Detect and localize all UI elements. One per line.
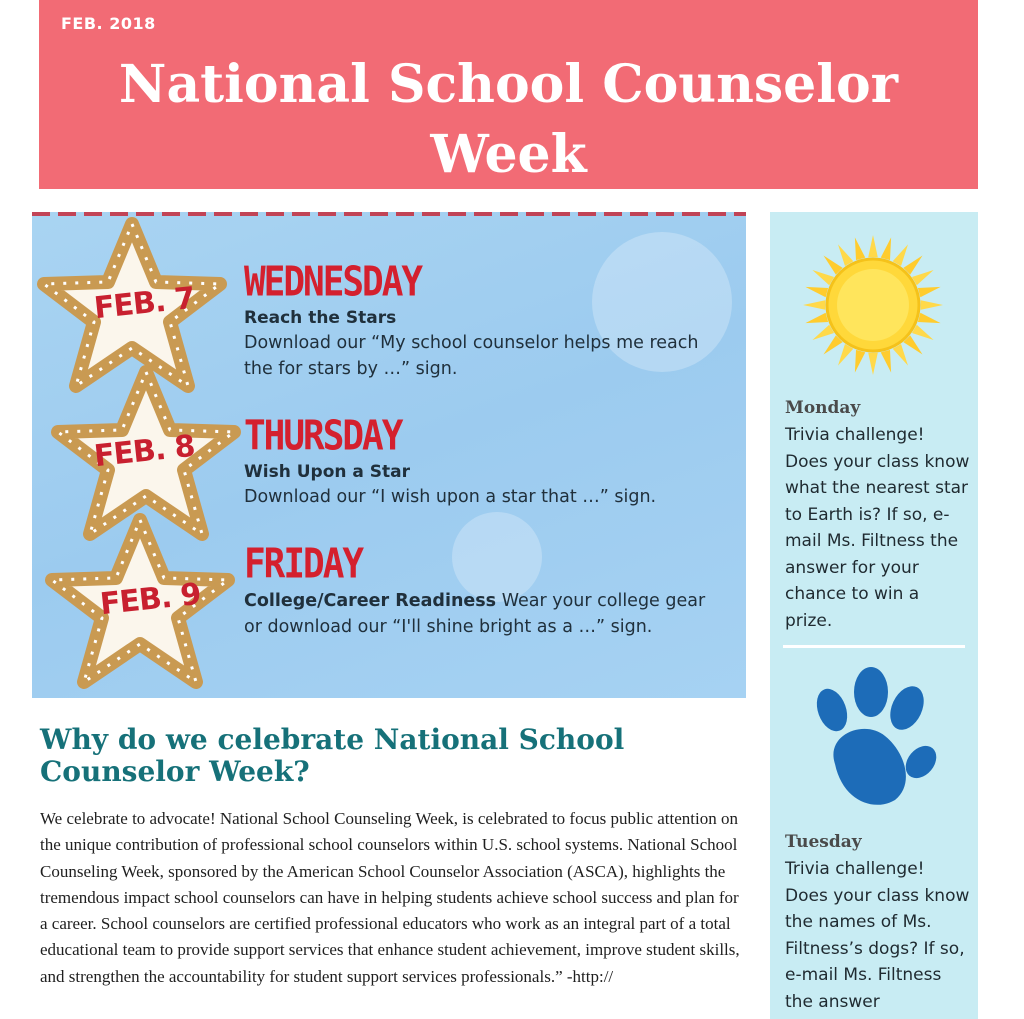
monday-title: Monday bbox=[785, 398, 861, 418]
day-name: THURSDAY bbox=[244, 412, 402, 460]
paw-print-icon bbox=[805, 664, 945, 809]
sun-ray bbox=[918, 313, 941, 323]
day-name: WEDNESDAY bbox=[244, 258, 422, 306]
sun-ray bbox=[912, 270, 934, 285]
sun-ray bbox=[803, 300, 825, 310]
sun-ray bbox=[838, 344, 853, 366]
sidebar-divider bbox=[783, 645, 965, 648]
sun-ray bbox=[921, 300, 943, 310]
sun-ray bbox=[838, 244, 853, 266]
sun-ray bbox=[881, 237, 891, 260]
sidebar bbox=[770, 212, 978, 1019]
sun-ray bbox=[812, 270, 834, 285]
sun-ray bbox=[918, 287, 941, 297]
issue-date: FEB. 2018 bbox=[61, 14, 156, 33]
sun-ray bbox=[812, 325, 834, 340]
newsletter-header bbox=[39, 0, 978, 189]
day-text: Download our “I wish upon a star that …” sign. bbox=[244, 487, 657, 507]
sun-ray bbox=[855, 350, 865, 373]
article-body: We celebrate to advocate! National School Counseling Week, is celebrated to focus public attention on the unique contribution of professional school counselors within U.S. school systems. National School Counseling Week, sponsored by the American School Counselor Association (ASCA), highlights the tremendous impact school counselors can have in helping students achieve school success and plan for a career. School counselors are certified professional educators who work as an integral part of a total educational team to provide support services that enhance student achievement, improve student skills, and strengthen the accountability for student support services professionals.” -http:// bbox=[40, 809, 740, 986]
challenge-banner bbox=[32, 212, 746, 698]
day-thursday bbox=[244, 414, 724, 510]
sun-ray bbox=[893, 244, 908, 266]
tuesday-title: Tuesday bbox=[785, 832, 862, 852]
sun-ray bbox=[868, 353, 878, 375]
sun-ray bbox=[805, 313, 828, 323]
newsletter-title: National School Counselor Week bbox=[118, 54, 899, 185]
day-subtitle: College/Career Readiness bbox=[244, 591, 497, 611]
day-subtitle: Wish Upon a Star bbox=[244, 462, 411, 482]
day-name: FRIDAY bbox=[244, 540, 363, 588]
sun-ray bbox=[805, 287, 828, 297]
day-subtitle: Reach the Stars bbox=[244, 308, 397, 328]
star-label: FEB. 9 bbox=[98, 576, 203, 623]
tuesday-text: Trivia challenge! Does your class know the names of Ms. Filtness’s dogs? If so, e-mail Ms. Filtness the answer bbox=[785, 859, 970, 1012]
star-label: FEB. 8 bbox=[92, 428, 197, 475]
sun-ray bbox=[912, 325, 934, 340]
sun-ray bbox=[855, 237, 865, 260]
day-text: Download our “My school counselor helps me reach the for stars by …” sign. bbox=[244, 333, 699, 379]
sun-ray bbox=[881, 350, 891, 373]
sun-icon bbox=[800, 232, 946, 378]
day-description: Wear your college gear or download our “I'll shine bright as a …” sign. bbox=[244, 591, 706, 637]
day-friday bbox=[244, 542, 724, 640]
day-text bbox=[244, 588, 724, 640]
star-badge-feb9 bbox=[40, 512, 270, 698]
star-label: FEB. 7 bbox=[92, 280, 197, 327]
sun-ray bbox=[893, 344, 908, 366]
monday-text: Trivia challenge! Does your class know what the nearest star to Earth is? If so, e-mail Ms. Filtness the answer for your chance to win a prize. bbox=[785, 425, 970, 631]
sun-ray bbox=[868, 235, 878, 257]
article-heading: Why do we celebrate National School Counselor Week? bbox=[40, 723, 625, 788]
day-wednesday bbox=[244, 260, 724, 382]
